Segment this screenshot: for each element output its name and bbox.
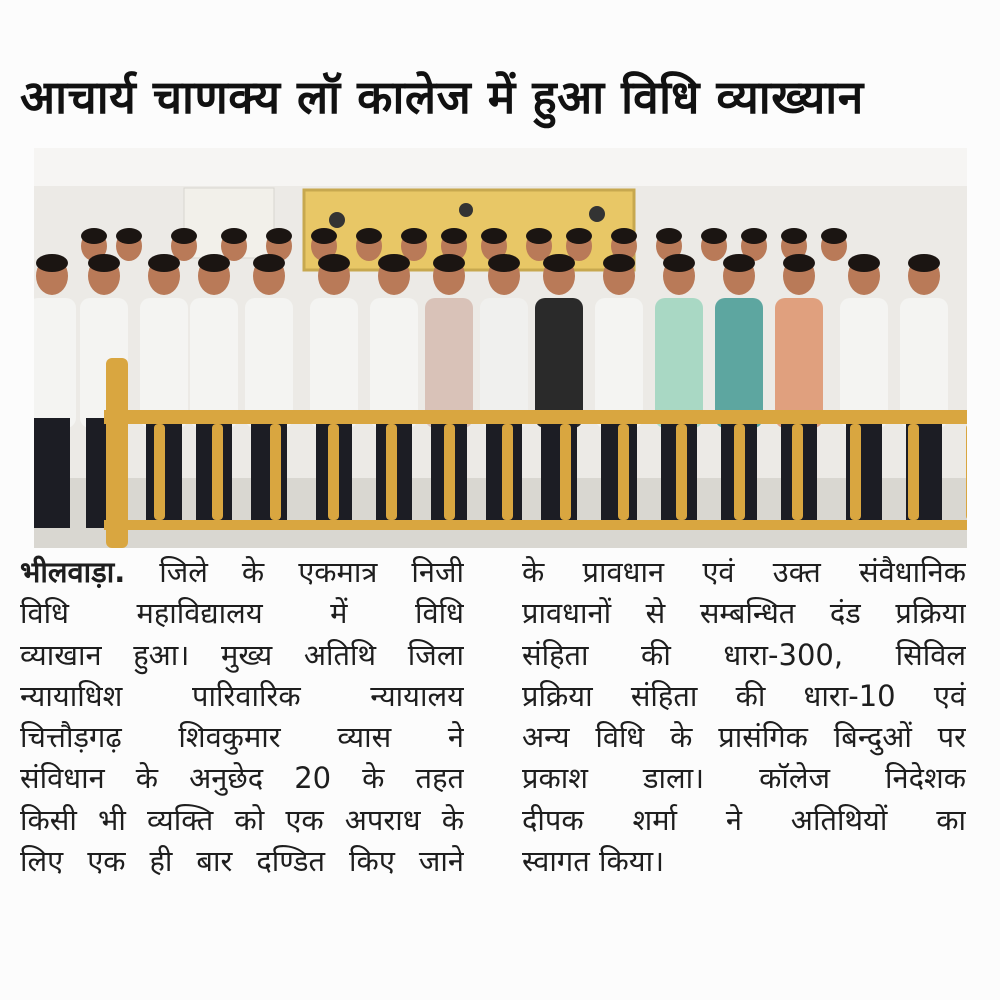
article-line: दीपक शर्मा ने अतिथियों का <box>522 802 966 837</box>
ceiling <box>34 148 967 186</box>
person-body <box>655 298 703 428</box>
article-line: स्वागत किया। <box>522 844 665 879</box>
person-hair <box>821 228 847 244</box>
railing-baluster <box>850 424 861 520</box>
person-body <box>370 298 418 428</box>
railing-post <box>106 358 128 548</box>
person-legs <box>251 418 287 528</box>
person-body <box>190 298 238 428</box>
board-ornament-left <box>329 212 345 228</box>
railing-baluster <box>154 424 165 520</box>
article-line: संहिता की धारा-300, सिविल <box>522 637 966 672</box>
railing-baluster <box>502 424 513 520</box>
railing-baluster <box>270 424 281 520</box>
railing-baluster <box>908 424 919 520</box>
person-hair <box>723 254 755 272</box>
board-ornament-right <box>589 206 605 222</box>
person-body <box>900 298 948 428</box>
railing-baluster <box>618 424 629 520</box>
person-hair <box>441 228 467 244</box>
article-line: प्रकाश डाला। कॉलेज निदेशक <box>522 761 966 796</box>
person-hair <box>356 228 382 244</box>
railing-bottom-bar <box>104 520 967 530</box>
article-line: के प्रावधान एवं उक्त संवैधानिक <box>522 555 966 589</box>
article-line: लिए एक ही बार दण्डित किए जाने <box>20 844 464 879</box>
person-hair <box>148 254 180 272</box>
person-hair <box>253 254 285 272</box>
person-hair <box>543 254 575 272</box>
person-hair <box>401 228 427 244</box>
person-hair <box>741 228 767 244</box>
person-hair <box>433 254 465 272</box>
person-hair <box>566 228 592 244</box>
railing-baluster <box>560 424 571 520</box>
article-right-column <box>522 552 966 882</box>
person-hair <box>663 254 695 272</box>
person-hair <box>656 228 682 244</box>
person-hair <box>116 228 142 244</box>
person-hair <box>81 228 107 244</box>
board-ornament-center <box>459 203 473 217</box>
person-legs <box>34 418 70 528</box>
person-hair <box>266 228 292 244</box>
person-hair <box>198 254 230 272</box>
article-line: किसी भी व्यक्ति को एक अपराध के <box>20 802 464 837</box>
group-of-people <box>34 228 948 528</box>
person-hair <box>848 254 880 272</box>
person-body <box>775 298 823 428</box>
person-hair <box>908 254 940 272</box>
group-photo-illustration <box>34 148 967 548</box>
railing-baluster <box>676 424 687 520</box>
dateline: भीलवाड़ा. <box>20 555 126 589</box>
person-body <box>840 298 888 428</box>
railing-baluster <box>966 424 967 520</box>
person-hair <box>318 254 350 272</box>
article-line: अन्य विधि के प्रासंगिक बिन्दुओं पर <box>522 720 966 755</box>
person-hair <box>701 228 727 244</box>
person-hair <box>611 228 637 244</box>
railing-baluster <box>734 424 745 520</box>
article-line: चित्तौड़गढ़ शिवकुमार व्यास ने <box>20 720 464 755</box>
article-line: संविधान के अनुछेद 20 के तहत <box>20 761 464 796</box>
person-hair <box>36 254 68 272</box>
person-body <box>535 298 583 428</box>
person-body <box>310 298 358 428</box>
railing-baluster <box>444 424 455 520</box>
article-line: प्रावधानों से सम्बन्धित दंड प्रक्रिया <box>522 596 966 631</box>
person-hair <box>221 228 247 244</box>
article-line: व्याखान हुआ। मुख्य अतिथि जिला <box>20 637 464 672</box>
person-hair <box>311 228 337 244</box>
article-line: विधि महाविद्यालय में विधि <box>20 596 464 631</box>
person-body <box>595 298 643 428</box>
person-body <box>140 298 188 428</box>
person-hair <box>171 228 197 244</box>
person-hair <box>88 254 120 272</box>
article-line: प्रक्रिया संहिता की धारा-10 एवं <box>522 678 966 713</box>
railing-top-bar <box>104 410 967 424</box>
article-left-column <box>20 552 464 882</box>
person-body <box>34 298 76 428</box>
headline: आचार्य चाणक्य लॉ कालेज में हुआ विधि व्याख्यान <box>20 70 864 124</box>
person-body <box>245 298 293 428</box>
person-hair <box>481 228 507 244</box>
railing-baluster <box>386 424 397 520</box>
article-line: न्यायाधिश पारिवारिक न्यायालय <box>20 678 464 713</box>
person-body <box>480 298 528 428</box>
person-legs <box>541 418 577 528</box>
railing-baluster <box>212 424 223 520</box>
person-hair <box>378 254 410 272</box>
railing-baluster <box>328 424 339 520</box>
article-line: भीलवाड़ा. जिले के एकमात्र निजी <box>20 555 464 589</box>
person-hair <box>526 228 552 244</box>
group-photo <box>34 148 967 548</box>
person-hair <box>783 254 815 272</box>
person-body <box>425 298 473 428</box>
person-hair <box>488 254 520 272</box>
railing-baluster <box>792 424 803 520</box>
person-hair <box>603 254 635 272</box>
person-hair <box>781 228 807 244</box>
person-body <box>715 298 763 428</box>
